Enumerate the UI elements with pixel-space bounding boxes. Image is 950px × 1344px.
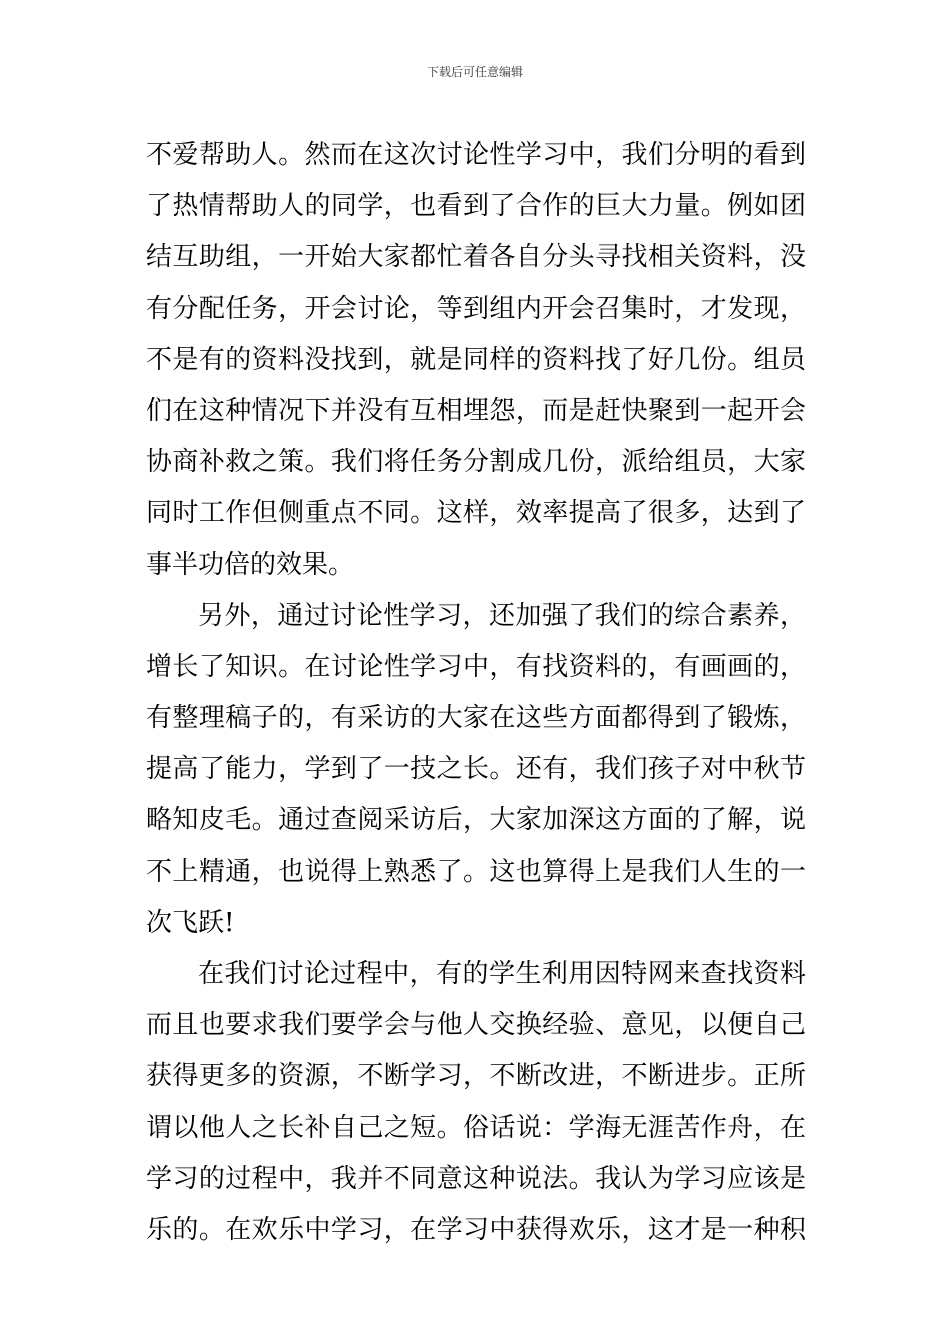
text-line: 而且也要求我们要学会与他人交换经验、意见，以便自己 xyxy=(146,1010,806,1041)
text-line: 有整理稿子的，有采访的大家在这些方面都得到了锻炼， xyxy=(146,703,806,734)
document-body xyxy=(146,130,806,1256)
page-header: 下载后可任意编辑 xyxy=(426,65,523,79)
paragraph xyxy=(146,130,806,591)
text-line: 了热情帮助人的同学，也看到了合作的巨大力量。例如团 xyxy=(146,191,806,222)
text-line: 另外，通过讨论性学习，还加强了我们的综合素养， xyxy=(198,600,806,631)
paragraph xyxy=(146,949,806,1256)
text-line: 谓以他人之长补自己之短。俗话说：学海无涯苦作舟，在 xyxy=(146,1112,806,1143)
text-line: 提高了能力，学到了一技之长。还有，我们孩子对中秋节 xyxy=(146,754,806,785)
text-line: 协商补救之策。我们将任务分割成几份，派给组员，大家 xyxy=(146,447,806,478)
text-line: 乐的。在欢乐中学习，在学习中获得欢乐，这才是一种积 xyxy=(146,1214,806,1245)
text-line: 略知皮毛。通过查阅采访后，大家加深这方面的了解，说 xyxy=(146,805,806,836)
text-line: 同时工作但侧重点不同。这样，效率提高了很多，达到了 xyxy=(146,498,806,529)
paragraph xyxy=(146,591,806,949)
text-line: 不爱帮助人。然而在这次讨论性学习中，我们分明的看到 xyxy=(146,140,806,170)
text-line: 在我们讨论过程中，有的学生利用因特网来查找资料 xyxy=(198,959,806,989)
text-line: 有分配任务，开会讨论，等到组内开会召集时，才发现， xyxy=(146,293,806,324)
text-line: 增长了知识。在讨论性学习中，有找资料的，有画画的， xyxy=(146,651,806,682)
text-line: 们在这种情况下并没有互相埋怨，而是赶快聚到一起开会 xyxy=(146,395,806,426)
text-line: 不上精通，也说得上熟悉了。这也算得上是我们人生的一 xyxy=(146,856,806,887)
text-line: 不是有的资料没找到，就是同样的资料找了好几份。组员 xyxy=(146,344,806,375)
text-line: 次飞跃! xyxy=(146,907,235,938)
text-line: 结互助组，一开始大家都忙着各自分头寻找相关资料，没 xyxy=(146,242,806,273)
text-line: 获得更多的资源，不断学习，不断改进，不断进步。正所 xyxy=(146,1061,806,1092)
text-line: 事半功倍的效果。 xyxy=(146,549,355,580)
text-line: 学习的过程中，我并不同意这种说法。我认为学习应该是 xyxy=(146,1163,806,1194)
